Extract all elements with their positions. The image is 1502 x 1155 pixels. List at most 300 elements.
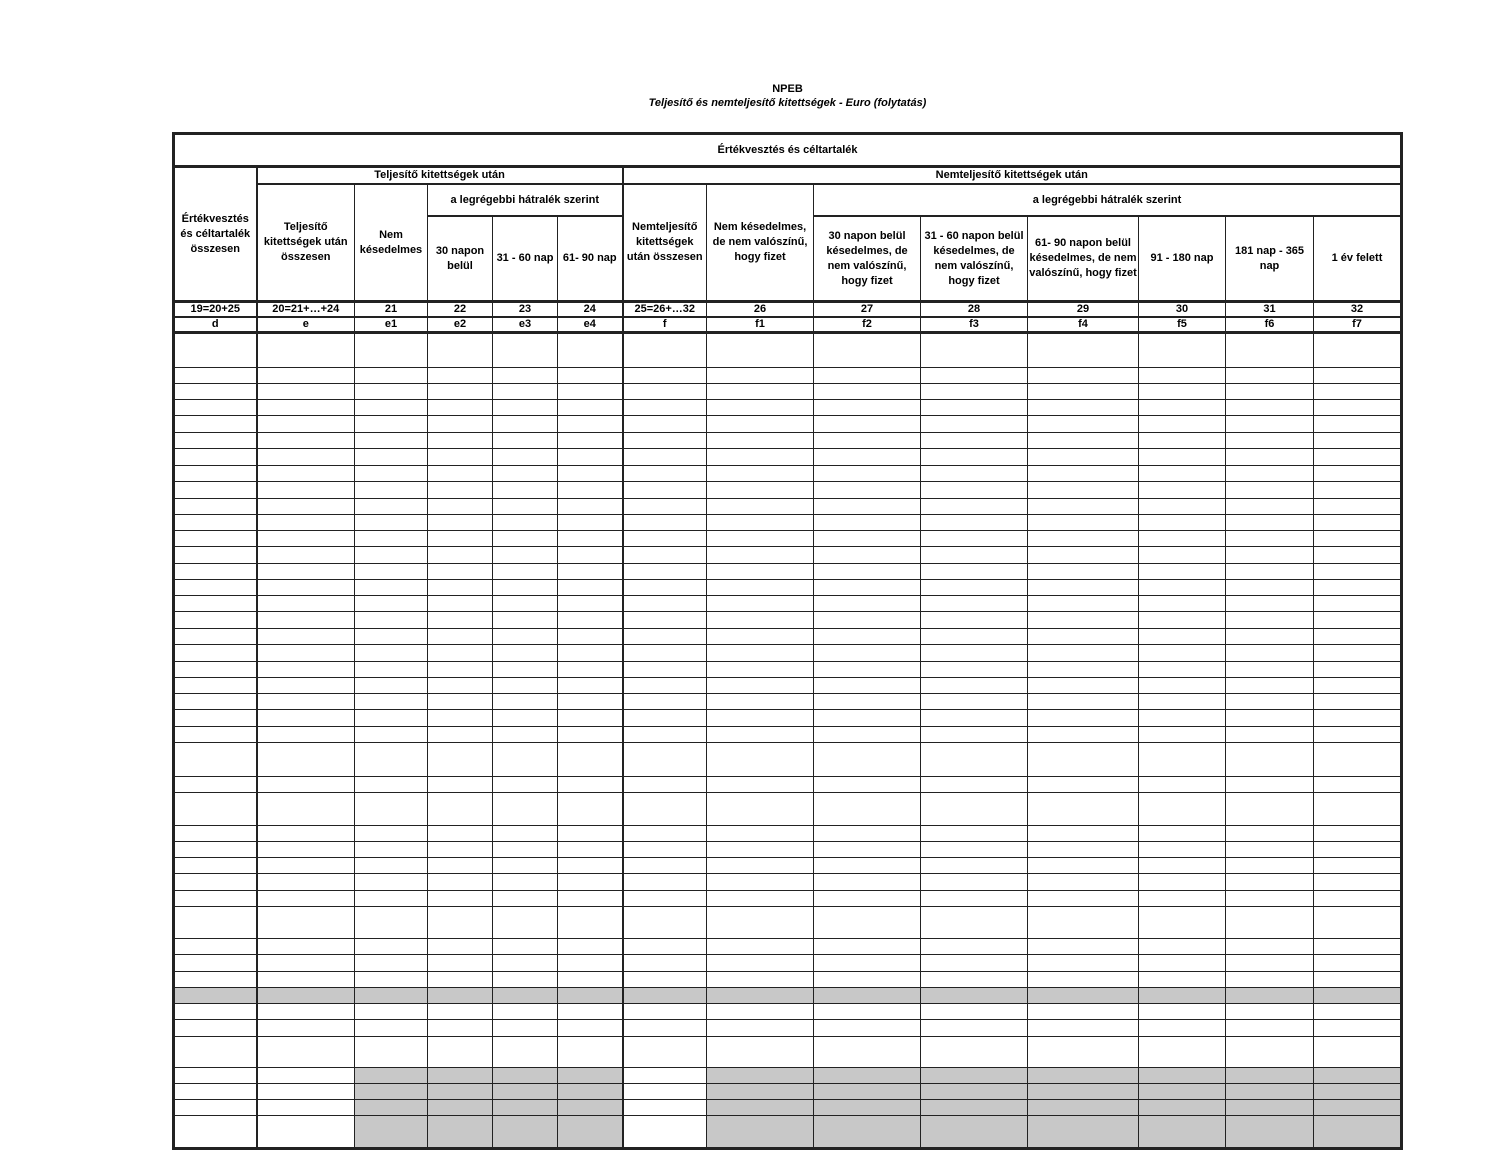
input-cell[interactable] bbox=[1226, 433, 1314, 449]
input-cell[interactable] bbox=[428, 368, 493, 384]
input-cell[interactable] bbox=[1314, 416, 1402, 433]
input-cell[interactable] bbox=[921, 826, 1028, 842]
input-cell[interactable] bbox=[1314, 449, 1402, 466]
input-cell[interactable] bbox=[1139, 645, 1226, 662]
input-cell[interactable] bbox=[1139, 955, 1226, 972]
input-cell[interactable] bbox=[1314, 400, 1402, 416]
input-cell[interactable] bbox=[558, 645, 623, 662]
input-cell[interactable] bbox=[623, 400, 707, 416]
input-cell[interactable] bbox=[1314, 777, 1402, 793]
input-cell[interactable] bbox=[814, 433, 921, 449]
input-cell[interactable] bbox=[921, 743, 1028, 777]
input-cell[interactable] bbox=[174, 433, 257, 449]
input-cell[interactable] bbox=[814, 842, 921, 858]
input-cell[interactable] bbox=[174, 629, 257, 645]
input-cell[interactable] bbox=[1139, 694, 1226, 710]
input-cell[interactable] bbox=[257, 515, 355, 531]
input-cell[interactable] bbox=[814, 547, 921, 564]
input-cell[interactable] bbox=[355, 1037, 428, 1068]
input-cell[interactable] bbox=[1139, 777, 1226, 793]
input-cell[interactable] bbox=[558, 710, 623, 727]
input-cell[interactable] bbox=[623, 629, 707, 645]
input-cell[interactable] bbox=[623, 1116, 707, 1149]
input-cell[interactable] bbox=[355, 842, 428, 858]
input-cell[interactable] bbox=[355, 482, 428, 499]
input-cell[interactable] bbox=[257, 433, 355, 449]
input-cell[interactable] bbox=[558, 531, 623, 547]
input-cell[interactable] bbox=[1028, 842, 1139, 858]
input-cell[interactable] bbox=[493, 368, 558, 384]
input-cell[interactable] bbox=[1314, 580, 1402, 596]
input-cell[interactable] bbox=[921, 1037, 1028, 1068]
input-cell[interactable] bbox=[428, 874, 493, 891]
input-cell[interactable] bbox=[623, 531, 707, 547]
input-cell[interactable] bbox=[707, 482, 814, 499]
input-cell[interactable] bbox=[623, 972, 707, 988]
input-cell[interactable] bbox=[623, 727, 707, 743]
input-cell[interactable] bbox=[257, 368, 355, 384]
input-cell[interactable] bbox=[814, 777, 921, 793]
input-cell[interactable] bbox=[1314, 694, 1402, 710]
input-cell[interactable] bbox=[921, 678, 1028, 694]
input-cell[interactable] bbox=[174, 1100, 257, 1116]
input-cell[interactable] bbox=[623, 710, 707, 727]
input-cell[interactable] bbox=[623, 645, 707, 662]
input-cell[interactable] bbox=[257, 547, 355, 564]
input-cell[interactable] bbox=[257, 1004, 355, 1020]
input-cell[interactable] bbox=[1028, 777, 1139, 793]
input-cell[interactable] bbox=[623, 891, 707, 907]
input-cell[interactable] bbox=[257, 612, 355, 629]
input-cell[interactable] bbox=[493, 793, 558, 826]
input-cell[interactable] bbox=[623, 777, 707, 793]
input-cell[interactable] bbox=[921, 710, 1028, 727]
input-cell[interactable] bbox=[558, 1020, 623, 1037]
input-cell[interactable] bbox=[921, 416, 1028, 433]
input-cell[interactable] bbox=[493, 564, 558, 580]
input-cell[interactable] bbox=[493, 826, 558, 842]
input-cell[interactable] bbox=[493, 955, 558, 972]
input-cell[interactable] bbox=[1028, 727, 1139, 743]
input-cell[interactable] bbox=[493, 743, 558, 777]
input-cell[interactable] bbox=[355, 466, 428, 482]
input-cell[interactable] bbox=[707, 416, 814, 433]
input-cell[interactable] bbox=[1139, 842, 1226, 858]
input-cell[interactable] bbox=[257, 1068, 355, 1084]
input-cell[interactable] bbox=[174, 678, 257, 694]
input-cell[interactable] bbox=[493, 531, 558, 547]
input-cell[interactable] bbox=[1314, 939, 1402, 955]
input-cell[interactable] bbox=[707, 564, 814, 580]
input-cell[interactable] bbox=[174, 449, 257, 466]
input-cell[interactable] bbox=[1139, 858, 1226, 874]
input-cell[interactable] bbox=[623, 612, 707, 629]
input-cell[interactable] bbox=[1139, 793, 1226, 826]
input-cell[interactable] bbox=[623, 955, 707, 972]
input-cell[interactable] bbox=[355, 891, 428, 907]
input-cell[interactable] bbox=[428, 662, 493, 678]
input-cell[interactable] bbox=[558, 547, 623, 564]
input-cell[interactable] bbox=[707, 515, 814, 531]
input-cell[interactable] bbox=[257, 842, 355, 858]
input-cell[interactable] bbox=[493, 891, 558, 907]
input-cell[interactable] bbox=[814, 710, 921, 727]
input-cell[interactable] bbox=[707, 547, 814, 564]
input-cell[interactable] bbox=[1028, 645, 1139, 662]
input-cell[interactable] bbox=[623, 416, 707, 433]
input-cell[interactable] bbox=[428, 826, 493, 842]
input-cell[interactable] bbox=[1226, 1004, 1314, 1020]
input-cell[interactable] bbox=[174, 596, 257, 612]
input-cell[interactable] bbox=[707, 777, 814, 793]
input-cell[interactable] bbox=[1139, 368, 1226, 384]
input-cell[interactable] bbox=[623, 1037, 707, 1068]
input-cell[interactable] bbox=[174, 499, 257, 515]
input-cell[interactable] bbox=[493, 400, 558, 416]
input-cell[interactable] bbox=[1314, 727, 1402, 743]
input-cell[interactable] bbox=[707, 891, 814, 907]
input-cell[interactable] bbox=[558, 939, 623, 955]
input-cell[interactable] bbox=[921, 939, 1028, 955]
input-cell[interactable] bbox=[1226, 874, 1314, 891]
input-cell[interactable] bbox=[174, 1068, 257, 1084]
input-cell[interactable] bbox=[174, 515, 257, 531]
input-cell[interactable] bbox=[493, 710, 558, 727]
input-cell[interactable] bbox=[558, 596, 623, 612]
input-cell[interactable] bbox=[355, 499, 428, 515]
input-cell[interactable] bbox=[355, 727, 428, 743]
input-cell[interactable] bbox=[1139, 416, 1226, 433]
input-cell[interactable] bbox=[707, 727, 814, 743]
input-cell[interactable] bbox=[174, 400, 257, 416]
input-cell[interactable] bbox=[1314, 629, 1402, 645]
input-cell[interactable] bbox=[174, 1084, 257, 1100]
input-cell[interactable] bbox=[355, 955, 428, 972]
input-cell[interactable] bbox=[707, 826, 814, 842]
input-cell[interactable] bbox=[1226, 1020, 1314, 1037]
input-cell[interactable] bbox=[814, 612, 921, 629]
input-cell[interactable] bbox=[1028, 449, 1139, 466]
input-cell[interactable] bbox=[1028, 629, 1139, 645]
input-cell[interactable] bbox=[814, 891, 921, 907]
input-cell[interactable] bbox=[428, 629, 493, 645]
input-cell[interactable] bbox=[623, 678, 707, 694]
input-cell[interactable] bbox=[257, 466, 355, 482]
input-cell[interactable] bbox=[1139, 710, 1226, 727]
input-cell[interactable] bbox=[1028, 596, 1139, 612]
input-cell[interactable] bbox=[355, 858, 428, 874]
input-cell[interactable] bbox=[623, 694, 707, 710]
input-cell[interactable] bbox=[1226, 939, 1314, 955]
input-cell[interactable] bbox=[1314, 466, 1402, 482]
input-cell[interactable] bbox=[1028, 482, 1139, 499]
input-cell[interactable] bbox=[1028, 972, 1139, 988]
input-cell[interactable] bbox=[257, 564, 355, 580]
input-cell[interactable] bbox=[558, 874, 623, 891]
input-cell[interactable] bbox=[1226, 858, 1314, 874]
input-cell[interactable] bbox=[623, 939, 707, 955]
input-cell[interactable] bbox=[355, 645, 428, 662]
input-cell[interactable] bbox=[1028, 826, 1139, 842]
input-cell[interactable] bbox=[493, 972, 558, 988]
input-cell[interactable] bbox=[814, 368, 921, 384]
input-cell[interactable] bbox=[814, 515, 921, 531]
input-cell[interactable] bbox=[1314, 955, 1402, 972]
input-cell[interactable] bbox=[428, 564, 493, 580]
input-cell[interactable] bbox=[174, 662, 257, 678]
input-cell[interactable] bbox=[355, 449, 428, 466]
input-cell[interactable] bbox=[428, 384, 493, 400]
input-cell[interactable] bbox=[707, 955, 814, 972]
input-cell[interactable] bbox=[707, 612, 814, 629]
input-cell[interactable] bbox=[1028, 793, 1139, 826]
input-cell[interactable] bbox=[707, 449, 814, 466]
input-cell[interactable] bbox=[1139, 891, 1226, 907]
input-cell[interactable] bbox=[1028, 580, 1139, 596]
input-cell[interactable] bbox=[174, 826, 257, 842]
input-cell[interactable] bbox=[174, 891, 257, 907]
input-cell[interactable] bbox=[428, 694, 493, 710]
input-cell[interactable] bbox=[174, 710, 257, 727]
input-cell[interactable] bbox=[814, 596, 921, 612]
input-cell[interactable] bbox=[174, 939, 257, 955]
input-cell[interactable] bbox=[1139, 826, 1226, 842]
input-cell[interactable] bbox=[1139, 547, 1226, 564]
input-cell[interactable] bbox=[355, 678, 428, 694]
input-cell[interactable] bbox=[814, 743, 921, 777]
input-cell[interactable] bbox=[921, 955, 1028, 972]
input-cell[interactable] bbox=[1314, 907, 1402, 939]
input-cell[interactable] bbox=[921, 580, 1028, 596]
input-cell[interactable] bbox=[428, 580, 493, 596]
input-cell[interactable] bbox=[493, 333, 558, 368]
input-cell[interactable] bbox=[1139, 449, 1226, 466]
input-cell[interactable] bbox=[814, 629, 921, 645]
input-cell[interactable] bbox=[428, 907, 493, 939]
input-cell[interactable] bbox=[257, 793, 355, 826]
input-cell[interactable] bbox=[558, 826, 623, 842]
input-cell[interactable] bbox=[707, 333, 814, 368]
input-cell[interactable] bbox=[921, 384, 1028, 400]
input-cell[interactable] bbox=[1314, 333, 1402, 368]
input-cell[interactable] bbox=[428, 645, 493, 662]
input-cell[interactable] bbox=[428, 1004, 493, 1020]
input-cell[interactable] bbox=[1314, 793, 1402, 826]
input-cell[interactable] bbox=[1314, 368, 1402, 384]
input-cell[interactable] bbox=[1139, 333, 1226, 368]
input-cell[interactable] bbox=[1226, 678, 1314, 694]
input-cell[interactable] bbox=[1226, 612, 1314, 629]
input-cell[interactable] bbox=[355, 564, 428, 580]
input-cell[interactable] bbox=[814, 384, 921, 400]
input-cell[interactable] bbox=[1226, 955, 1314, 972]
input-cell[interactable] bbox=[1226, 547, 1314, 564]
input-cell[interactable] bbox=[707, 1004, 814, 1020]
input-cell[interactable] bbox=[814, 564, 921, 580]
input-cell[interactable] bbox=[355, 1020, 428, 1037]
input-cell[interactable] bbox=[1226, 416, 1314, 433]
input-cell[interactable] bbox=[707, 858, 814, 874]
input-cell[interactable] bbox=[1139, 499, 1226, 515]
input-cell[interactable] bbox=[257, 777, 355, 793]
input-cell[interactable] bbox=[921, 515, 1028, 531]
input-cell[interactable] bbox=[1139, 482, 1226, 499]
input-cell[interactable] bbox=[355, 384, 428, 400]
input-cell[interactable] bbox=[257, 416, 355, 433]
input-cell[interactable] bbox=[1226, 499, 1314, 515]
input-cell[interactable] bbox=[558, 612, 623, 629]
input-cell[interactable] bbox=[623, 547, 707, 564]
input-cell[interactable] bbox=[921, 858, 1028, 874]
input-cell[interactable] bbox=[174, 416, 257, 433]
input-cell[interactable] bbox=[623, 564, 707, 580]
input-cell[interactable] bbox=[257, 710, 355, 727]
input-cell[interactable] bbox=[257, 482, 355, 499]
input-cell[interactable] bbox=[174, 972, 257, 988]
input-cell[interactable] bbox=[257, 858, 355, 874]
input-cell[interactable] bbox=[1314, 645, 1402, 662]
input-cell[interactable] bbox=[623, 1068, 707, 1084]
input-cell[interactable] bbox=[921, 547, 1028, 564]
input-cell[interactable] bbox=[355, 433, 428, 449]
input-cell[interactable] bbox=[707, 384, 814, 400]
input-cell[interactable] bbox=[428, 400, 493, 416]
input-cell[interactable] bbox=[1314, 842, 1402, 858]
input-cell[interactable] bbox=[814, 466, 921, 482]
input-cell[interactable] bbox=[1226, 384, 1314, 400]
input-cell[interactable] bbox=[1028, 858, 1139, 874]
input-cell[interactable] bbox=[493, 678, 558, 694]
input-cell[interactable] bbox=[428, 891, 493, 907]
input-cell[interactable] bbox=[257, 629, 355, 645]
input-cell[interactable] bbox=[623, 449, 707, 466]
input-cell[interactable] bbox=[493, 1004, 558, 1020]
input-cell[interactable] bbox=[707, 580, 814, 596]
input-cell[interactable] bbox=[493, 662, 558, 678]
input-cell[interactable] bbox=[174, 777, 257, 793]
input-cell[interactable] bbox=[355, 777, 428, 793]
input-cell[interactable] bbox=[921, 777, 1028, 793]
input-cell[interactable] bbox=[558, 1037, 623, 1068]
input-cell[interactable] bbox=[428, 416, 493, 433]
input-cell[interactable] bbox=[1226, 972, 1314, 988]
input-cell[interactable] bbox=[428, 596, 493, 612]
input-cell[interactable] bbox=[707, 793, 814, 826]
input-cell[interactable] bbox=[257, 1116, 355, 1149]
input-cell[interactable] bbox=[493, 580, 558, 596]
input-cell[interactable] bbox=[921, 466, 1028, 482]
input-cell[interactable] bbox=[814, 400, 921, 416]
input-cell[interactable] bbox=[493, 499, 558, 515]
input-cell[interactable] bbox=[1226, 482, 1314, 499]
input-cell[interactable] bbox=[1226, 777, 1314, 793]
input-cell[interactable] bbox=[493, 384, 558, 400]
input-cell[interactable] bbox=[707, 972, 814, 988]
input-cell[interactable] bbox=[174, 1020, 257, 1037]
input-cell[interactable] bbox=[707, 907, 814, 939]
input-cell[interactable] bbox=[493, 433, 558, 449]
input-cell[interactable] bbox=[1314, 874, 1402, 891]
input-cell[interactable] bbox=[257, 1084, 355, 1100]
input-cell[interactable] bbox=[1028, 891, 1139, 907]
input-cell[interactable] bbox=[355, 939, 428, 955]
input-cell[interactable] bbox=[257, 678, 355, 694]
input-cell[interactable] bbox=[707, 842, 814, 858]
input-cell[interactable] bbox=[428, 482, 493, 499]
input-cell[interactable] bbox=[1226, 449, 1314, 466]
input-cell[interactable] bbox=[428, 793, 493, 826]
input-cell[interactable] bbox=[257, 907, 355, 939]
input-cell[interactable] bbox=[174, 645, 257, 662]
input-cell[interactable] bbox=[1314, 515, 1402, 531]
input-cell[interactable] bbox=[355, 531, 428, 547]
input-cell[interactable] bbox=[428, 499, 493, 515]
input-cell[interactable] bbox=[623, 1100, 707, 1116]
input-cell[interactable] bbox=[174, 466, 257, 482]
input-cell[interactable] bbox=[1028, 564, 1139, 580]
input-cell[interactable] bbox=[623, 793, 707, 826]
input-cell[interactable] bbox=[1314, 596, 1402, 612]
input-cell[interactable] bbox=[558, 449, 623, 466]
input-cell[interactable] bbox=[257, 826, 355, 842]
input-cell[interactable] bbox=[355, 972, 428, 988]
input-cell[interactable] bbox=[257, 499, 355, 515]
input-cell[interactable] bbox=[428, 710, 493, 727]
input-cell[interactable] bbox=[493, 449, 558, 466]
input-cell[interactable] bbox=[493, 612, 558, 629]
input-cell[interactable] bbox=[1028, 710, 1139, 727]
input-cell[interactable] bbox=[257, 972, 355, 988]
input-cell[interactable] bbox=[355, 826, 428, 842]
input-cell[interactable] bbox=[707, 596, 814, 612]
input-cell[interactable] bbox=[1314, 1020, 1402, 1037]
input-cell[interactable] bbox=[355, 515, 428, 531]
input-cell[interactable] bbox=[1139, 874, 1226, 891]
input-cell[interactable] bbox=[493, 694, 558, 710]
input-cell[interactable] bbox=[257, 400, 355, 416]
input-cell[interactable] bbox=[1139, 1037, 1226, 1068]
input-cell[interactable] bbox=[1028, 433, 1139, 449]
input-cell[interactable] bbox=[558, 368, 623, 384]
input-cell[interactable] bbox=[1226, 907, 1314, 939]
input-cell[interactable] bbox=[558, 793, 623, 826]
input-cell[interactable] bbox=[1139, 907, 1226, 939]
input-cell[interactable] bbox=[707, 629, 814, 645]
input-cell[interactable] bbox=[428, 842, 493, 858]
input-cell[interactable] bbox=[1028, 939, 1139, 955]
input-cell[interactable] bbox=[355, 907, 428, 939]
input-cell[interactable] bbox=[1226, 564, 1314, 580]
input-cell[interactable] bbox=[707, 499, 814, 515]
input-cell[interactable] bbox=[1139, 384, 1226, 400]
input-cell[interactable] bbox=[174, 333, 257, 368]
input-cell[interactable] bbox=[257, 874, 355, 891]
input-cell[interactable] bbox=[814, 499, 921, 515]
input-cell[interactable] bbox=[257, 727, 355, 743]
input-cell[interactable] bbox=[428, 777, 493, 793]
input-cell[interactable] bbox=[623, 368, 707, 384]
input-cell[interactable] bbox=[1314, 891, 1402, 907]
input-cell[interactable] bbox=[1314, 531, 1402, 547]
input-cell[interactable] bbox=[1226, 368, 1314, 384]
input-cell[interactable] bbox=[1139, 939, 1226, 955]
input-cell[interactable] bbox=[558, 515, 623, 531]
input-cell[interactable] bbox=[355, 662, 428, 678]
input-cell[interactable] bbox=[174, 368, 257, 384]
input-cell[interactable] bbox=[1226, 515, 1314, 531]
input-cell[interactable] bbox=[623, 515, 707, 531]
input-cell[interactable] bbox=[428, 727, 493, 743]
